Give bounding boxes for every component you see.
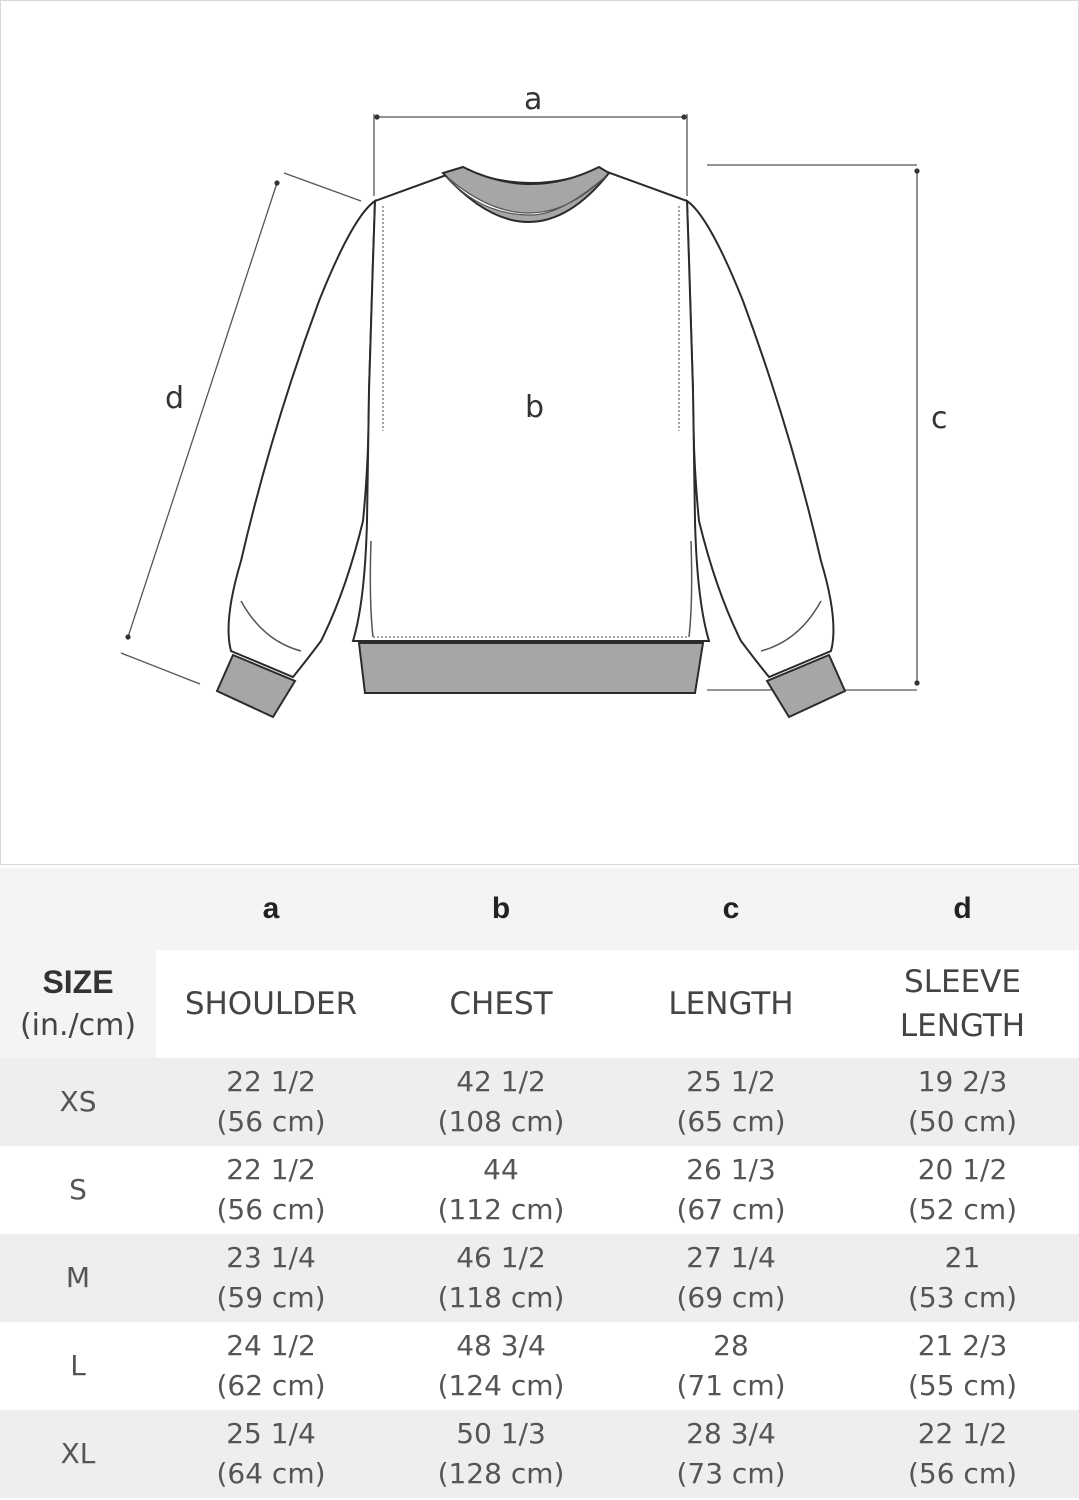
value-cm: (56 cm)	[216, 1193, 326, 1226]
value-inches: 28	[713, 1329, 749, 1362]
dimension-c-label: c	[931, 401, 948, 436]
column-letter-c: c	[722, 892, 740, 925]
value-inches: 28 3/4	[686, 1417, 776, 1450]
header-chest	[386, 950, 616, 1058]
empty-corner-cell	[0, 868, 156, 950]
value-cm: (112 cm)	[437, 1193, 565, 1226]
size-chart-table	[0, 868, 1079, 1500]
dimension-b-label: b	[525, 390, 545, 425]
value-inches: 23 1/4	[226, 1241, 316, 1274]
size-cell: XL	[60, 1437, 96, 1470]
size-header-label: SIZE	[42, 964, 114, 1000]
header-sleeve-length-line2: LENGTH	[899, 1008, 1026, 1044]
chest-cell	[386, 1058, 616, 1146]
sleeve-length-cell	[846, 1146, 1079, 1234]
header-length-label: LENGTH	[668, 986, 794, 1022]
value-inches: 25 1/2	[686, 1065, 776, 1098]
value-cm: (50 cm)	[907, 1105, 1018, 1138]
left-sleeve	[229, 201, 375, 677]
chest-cell	[386, 1322, 616, 1410]
right-sleeve	[687, 201, 833, 677]
header-shoulder	[156, 950, 386, 1058]
value-inches: 21 2/3	[917, 1329, 1008, 1362]
chest-cell	[386, 1146, 616, 1234]
length-cell	[616, 1058, 846, 1146]
length-cell	[616, 1234, 846, 1322]
size-cell: L	[70, 1349, 86, 1382]
dimension-d-label: d	[165, 381, 185, 416]
header-length	[616, 950, 846, 1058]
column-letter-b: b	[491, 892, 511, 925]
waist-rib	[359, 643, 703, 693]
value-inches: 50 1/3	[456, 1417, 546, 1450]
value-inches: 48 3/4	[456, 1329, 546, 1362]
value-cm: (65 cm)	[676, 1105, 786, 1138]
size-header	[0, 950, 156, 1058]
shoulder-cell	[156, 1058, 386, 1146]
value-cm: (128 cm)	[437, 1457, 565, 1490]
value-inches: 42 1/2	[456, 1065, 546, 1098]
value-inches: 25 1/4	[226, 1417, 316, 1450]
column-letter-d: d	[953, 892, 972, 925]
value-inches: 19 2/3	[917, 1065, 1008, 1098]
value-cm: (71 cm)	[676, 1369, 786, 1402]
length-cell	[616, 1410, 846, 1498]
value-cm: (64 cm)	[216, 1457, 326, 1490]
value-inches: 27 1/4	[686, 1241, 776, 1274]
column-header-row	[0, 950, 1079, 1058]
table-row-xs	[0, 1058, 1079, 1146]
table-row-s	[0, 1146, 1079, 1234]
chest-cell	[386, 1410, 616, 1498]
header-sleeve-length	[846, 950, 1079, 1058]
column-letter-a: a	[262, 892, 280, 925]
table-row-xl	[0, 1410, 1079, 1498]
value-cm: (73 cm)	[676, 1457, 786, 1490]
value-inches: 24 1/2	[226, 1329, 316, 1362]
value-cm: (56 cm)	[907, 1457, 1018, 1490]
value-cm: (56 cm)	[216, 1105, 326, 1138]
value-inches: 22 1/2	[917, 1417, 1008, 1450]
shoulder-cell	[156, 1146, 386, 1234]
shoulder-cell	[156, 1410, 386, 1498]
value-inches: 44	[483, 1153, 519, 1186]
size-cell: M	[65, 1261, 91, 1294]
shoulder-cell	[156, 1234, 386, 1322]
sleeve-length-cell	[846, 1322, 1079, 1410]
value-inches: 22 1/2	[226, 1065, 316, 1098]
table-row-m	[0, 1234, 1079, 1322]
value-cm: (108 cm)	[437, 1105, 565, 1138]
value-cm: (118 cm)	[437, 1281, 565, 1314]
length-cell	[616, 1146, 846, 1234]
shoulder-cell	[156, 1322, 386, 1410]
value-inches: 26 1/3	[686, 1153, 776, 1186]
header-shoulder-label: SHOULDER	[184, 986, 358, 1022]
size-header-unit: (in./cm)	[19, 1008, 137, 1043]
value-inches: 21	[944, 1241, 981, 1274]
length-cell	[616, 1322, 846, 1410]
header-sleeve-length-line1: SLEEVE	[904, 964, 1021, 1000]
value-cm: (69 cm)	[676, 1281, 786, 1314]
size-cell: XS	[59, 1085, 97, 1118]
value-cm: (55 cm)	[907, 1369, 1018, 1402]
header-chest-label: CHEST	[449, 986, 553, 1022]
sleeve-length-cell	[846, 1234, 1079, 1322]
size-cell: S	[69, 1173, 87, 1206]
value-cm: (62 cm)	[216, 1369, 326, 1402]
value-inches: 20 1/2	[917, 1153, 1008, 1186]
value-cm: (67 cm)	[676, 1193, 786, 1226]
sleeve-length-cell	[846, 1410, 1079, 1498]
dimension-a-label: a	[524, 82, 543, 117]
value-cm: (124 cm)	[437, 1369, 565, 1402]
sweatshirt-illustration	[1, 1, 1079, 866]
value-inches: 22 1/2	[226, 1153, 316, 1186]
table-row-l	[0, 1322, 1079, 1410]
value-inches: 46 1/2	[456, 1241, 546, 1274]
sleeve-length-cell	[846, 1058, 1079, 1146]
value-cm: (59 cm)	[216, 1281, 326, 1314]
letter-header-row	[0, 868, 1079, 950]
chest-cell	[386, 1234, 616, 1322]
value-cm: (52 cm)	[907, 1193, 1018, 1226]
value-cm: (53 cm)	[907, 1281, 1018, 1314]
